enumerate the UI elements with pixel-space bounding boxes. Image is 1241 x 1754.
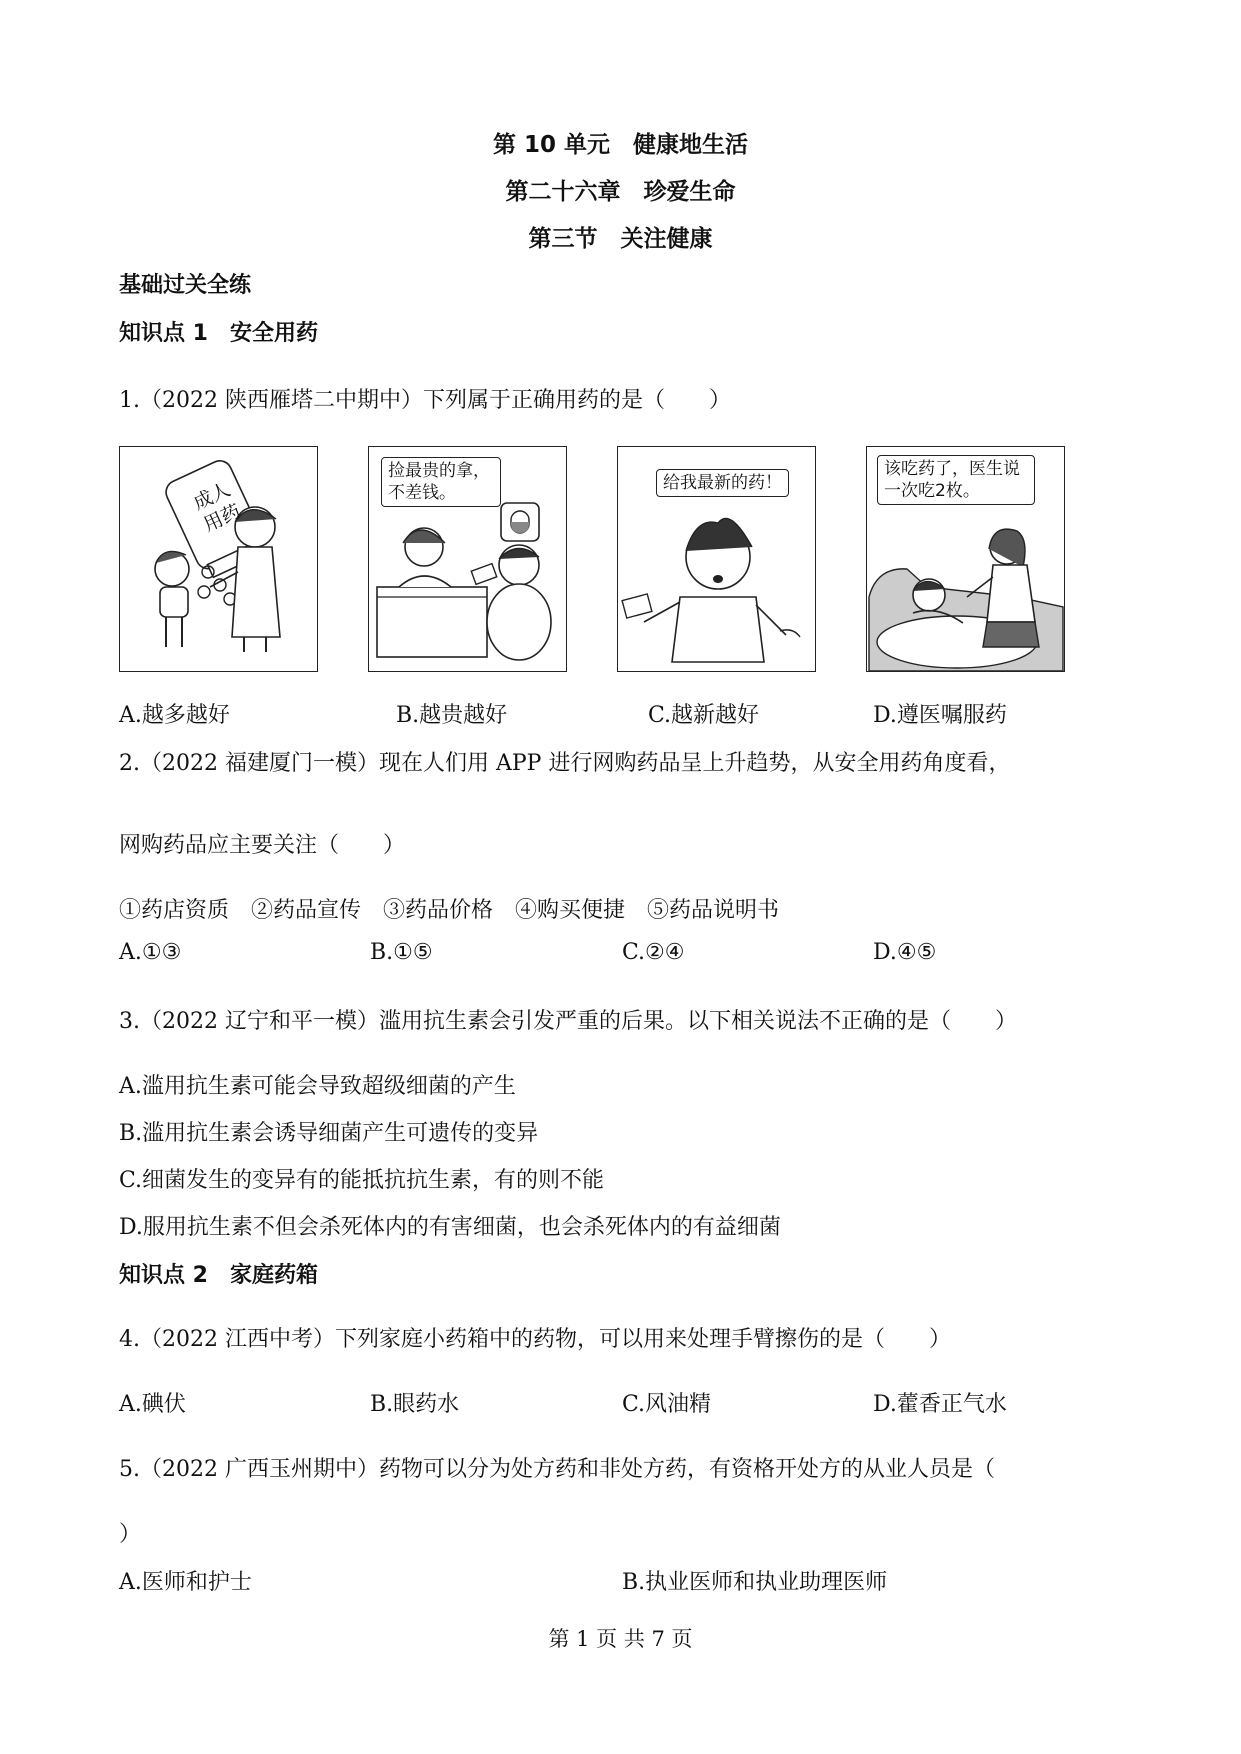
q2-option-b: B.①⑤ [370,940,433,965]
q1-option-d: D.遵医嘱服药 [873,703,1007,728]
speech-bubble-b: 捡最贵的拿，不差钱。 [381,457,501,507]
speech-bubble-c: 给我最新的药！ [656,469,789,497]
q3-option-d: D.服用抗生素不但会杀死体内的有害细菌，也会杀死体内的有益细菌 [119,1215,781,1240]
picture-b [368,446,567,672]
q1-option-a: A.越多越好 [119,703,230,728]
page-footer: 第 1 页 共 7 页 [548,1627,693,1651]
question-5-stem-line2: ） [119,1522,142,1547]
question-1-stem: 1.（2022 陕西雁塔二中期中）下列属于正确用药的是（ ） [119,388,731,413]
q4-option-c: C.风油精 [622,1392,712,1417]
question-5-stem-line1: 5.（2022 广西玉州期中）药物可以分为处方药和非处方药，有资格开处方的从业人员是（ [119,1457,995,1482]
q4-option-d: D.藿香正气水 [873,1392,1007,1417]
speech-bubble-d: 该吃药了，医生说一次吃2枚。 [877,455,1035,505]
unit-title: 第 10 单元 健康地生活 [492,132,749,158]
picture-c [617,446,816,672]
question-2-stem-line2: 网购药品应主要关注（ ） [119,833,406,858]
knowledge-point-2-heading: 知识点 2 家庭药箱 [119,1263,318,1288]
q2-option-c: C.②④ [622,940,685,965]
q4-option-a: A.碘伏 [119,1392,186,1417]
picture-d [866,446,1065,672]
q5-option-b: B.执业医师和执业助理医师 [622,1570,888,1595]
knowledge-point-1-heading: 知识点 1 安全用药 [119,321,318,346]
section-title: 第三节 关注健康 [528,226,713,252]
question-3-stem: 3.（2022 辽宁和平一模）滥用抗生素会引发严重的后果。以下相关说法不正确的是（ ） [119,1009,1017,1034]
q2-option-d: D.④⑤ [873,940,937,965]
question-2-items: ①药店资质 ②药品宣传 ③药品价格 ④购买便捷 ⑤药品说明书 [119,898,780,923]
q3-option-a: A.滥用抗生素可能会导致超级细菌的产生 [119,1074,516,1099]
q5-option-a: A.医师和护士 [119,1570,252,1595]
chapter-title: 第二十六章 珍爱生命 [505,179,736,205]
question-4-stem: 4.（2022 江西中考）下列家庭小药箱中的药物，可以用来处理手臂擦伤的是（ ） [119,1327,951,1352]
q1-option-b: B.越贵越好 [396,703,508,728]
question-2-stem-line1: 2.（2022 福建厦门一模）现在人们用 APP 进行网购药品呈上升趋势，从安全用药角度看， [119,751,1011,776]
practice-heading: 基础过关全练 [119,273,252,298]
bottle-label: 成人用药 [190,478,245,537]
picture-a [119,446,318,672]
q3-option-c: C.细菌发生的变异有的能抵抗抗生素，有的则不能 [119,1168,605,1193]
q3-option-b: B.滥用抗生素会诱导细菌产生可遗传的变异 [119,1121,539,1146]
q2-option-a: A.①③ [119,940,182,965]
q1-option-c: C.越新越好 [648,703,760,728]
q4-option-b: B.眼药水 [370,1392,460,1417]
